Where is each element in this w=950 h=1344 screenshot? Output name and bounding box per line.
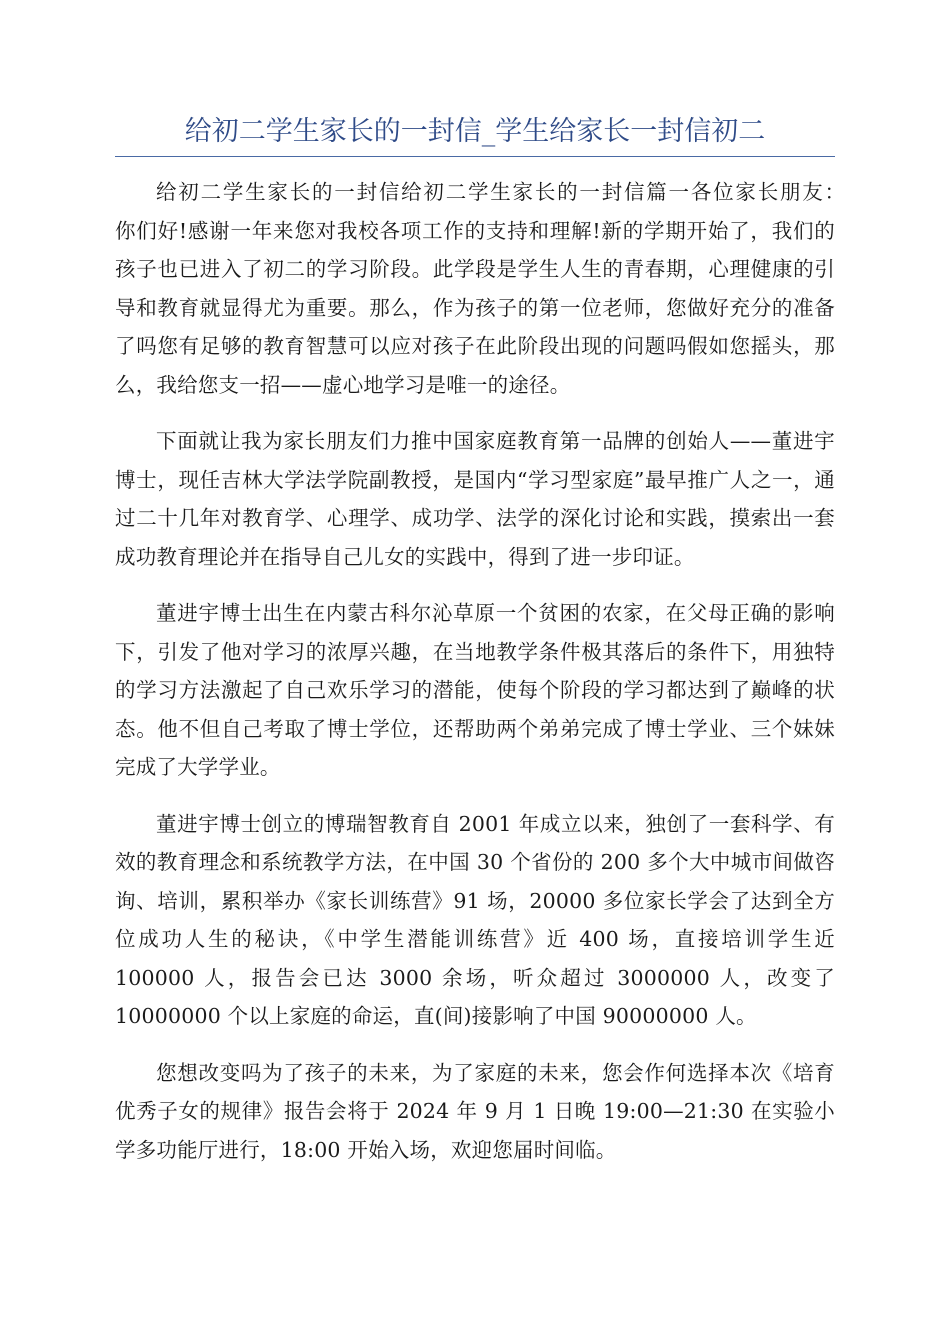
paragraph-introduce-dong: 下面就让我为家长朋友们力推中国家庭教育第一品牌的创始人——董进宇博士，现任吉林大学法学院副教授，是国内“学习型家庭”最早推广人之一，通过二十几年对教育学、心理学、成功学、法学的深化讨论和实践，摸索出一套成功教育理论并在指导自己儿女的实践中，得到了进一步印证。 [115, 429, 835, 569]
document-page [115, 110, 877, 1187]
paragraph-background: 董进宇博士出生在内蒙古科尔沁草原一个贫困的农家，在父母正确的影响下，引发了他对学习的浓厚兴趣，在当地教学条件极其落后的条件下，用独特的学习方法激起了自己欢乐学习的潜能，使每个阶段的学习都达到了巅峰的状态。他不但自己考取了博士学位，还帮助两个弟弟完成了博士学业、三个妹妹完成了大学学业。 [115, 601, 835, 779]
paragraph-intro: 给初二学生家长的一封信给初二学生家长的一封信篇一各位家长朋友： 你们好!感谢一年来您对我校各项工作的支持和理解!新的学期开始了，我们的孩子也已进入了初二的学习阶段。此学段是学生人生的青春期，心理健康的引导和教育就显得尤为重要。那么，作为孩子的第一位老师，您做好充分的准备了吗您有足够的教育智慧可以应对孩子在此阶段出现的问题吗假如您摇头，那么，我给您支一招——虚心地学习是唯一的途径。 [115, 180, 877, 397]
document-title: 给初二学生家长的一封信_学生给家长一封信初二 [115, 110, 835, 157]
paragraph-invitation: 您想改变吗为了孩子的未来，为了家庭的未来，您会作何选择本次《培育优秀子女的规律》报告会将于 2024 年 9 月 1 日晚 19:00—21:30 在实验小学多功能厅进行，18:00 开始入场，欢迎您届时间临。 [115, 1060, 835, 1162]
paragraph-achievements: 董进宇博士创立的博瑞智教育自 2001 年成立以来，独创了一套科学、有效的教育理念和系统教学方法，在中国 30 个省份的 200 多个大中城市间做咨询、培训，累积举办《家长训练营》91 场，20000 多位家长学会了达到全方位成功人生的秘诀，《中学生潜能训练营》近 400 场，直接培训学生近 100000 人，报告会已达 3000 余场，听众超过 3000000 人，改变了 10000000 个以上家庭的命运，直(间)接影响了中国 90000000 人。 [115, 811, 835, 1028]
